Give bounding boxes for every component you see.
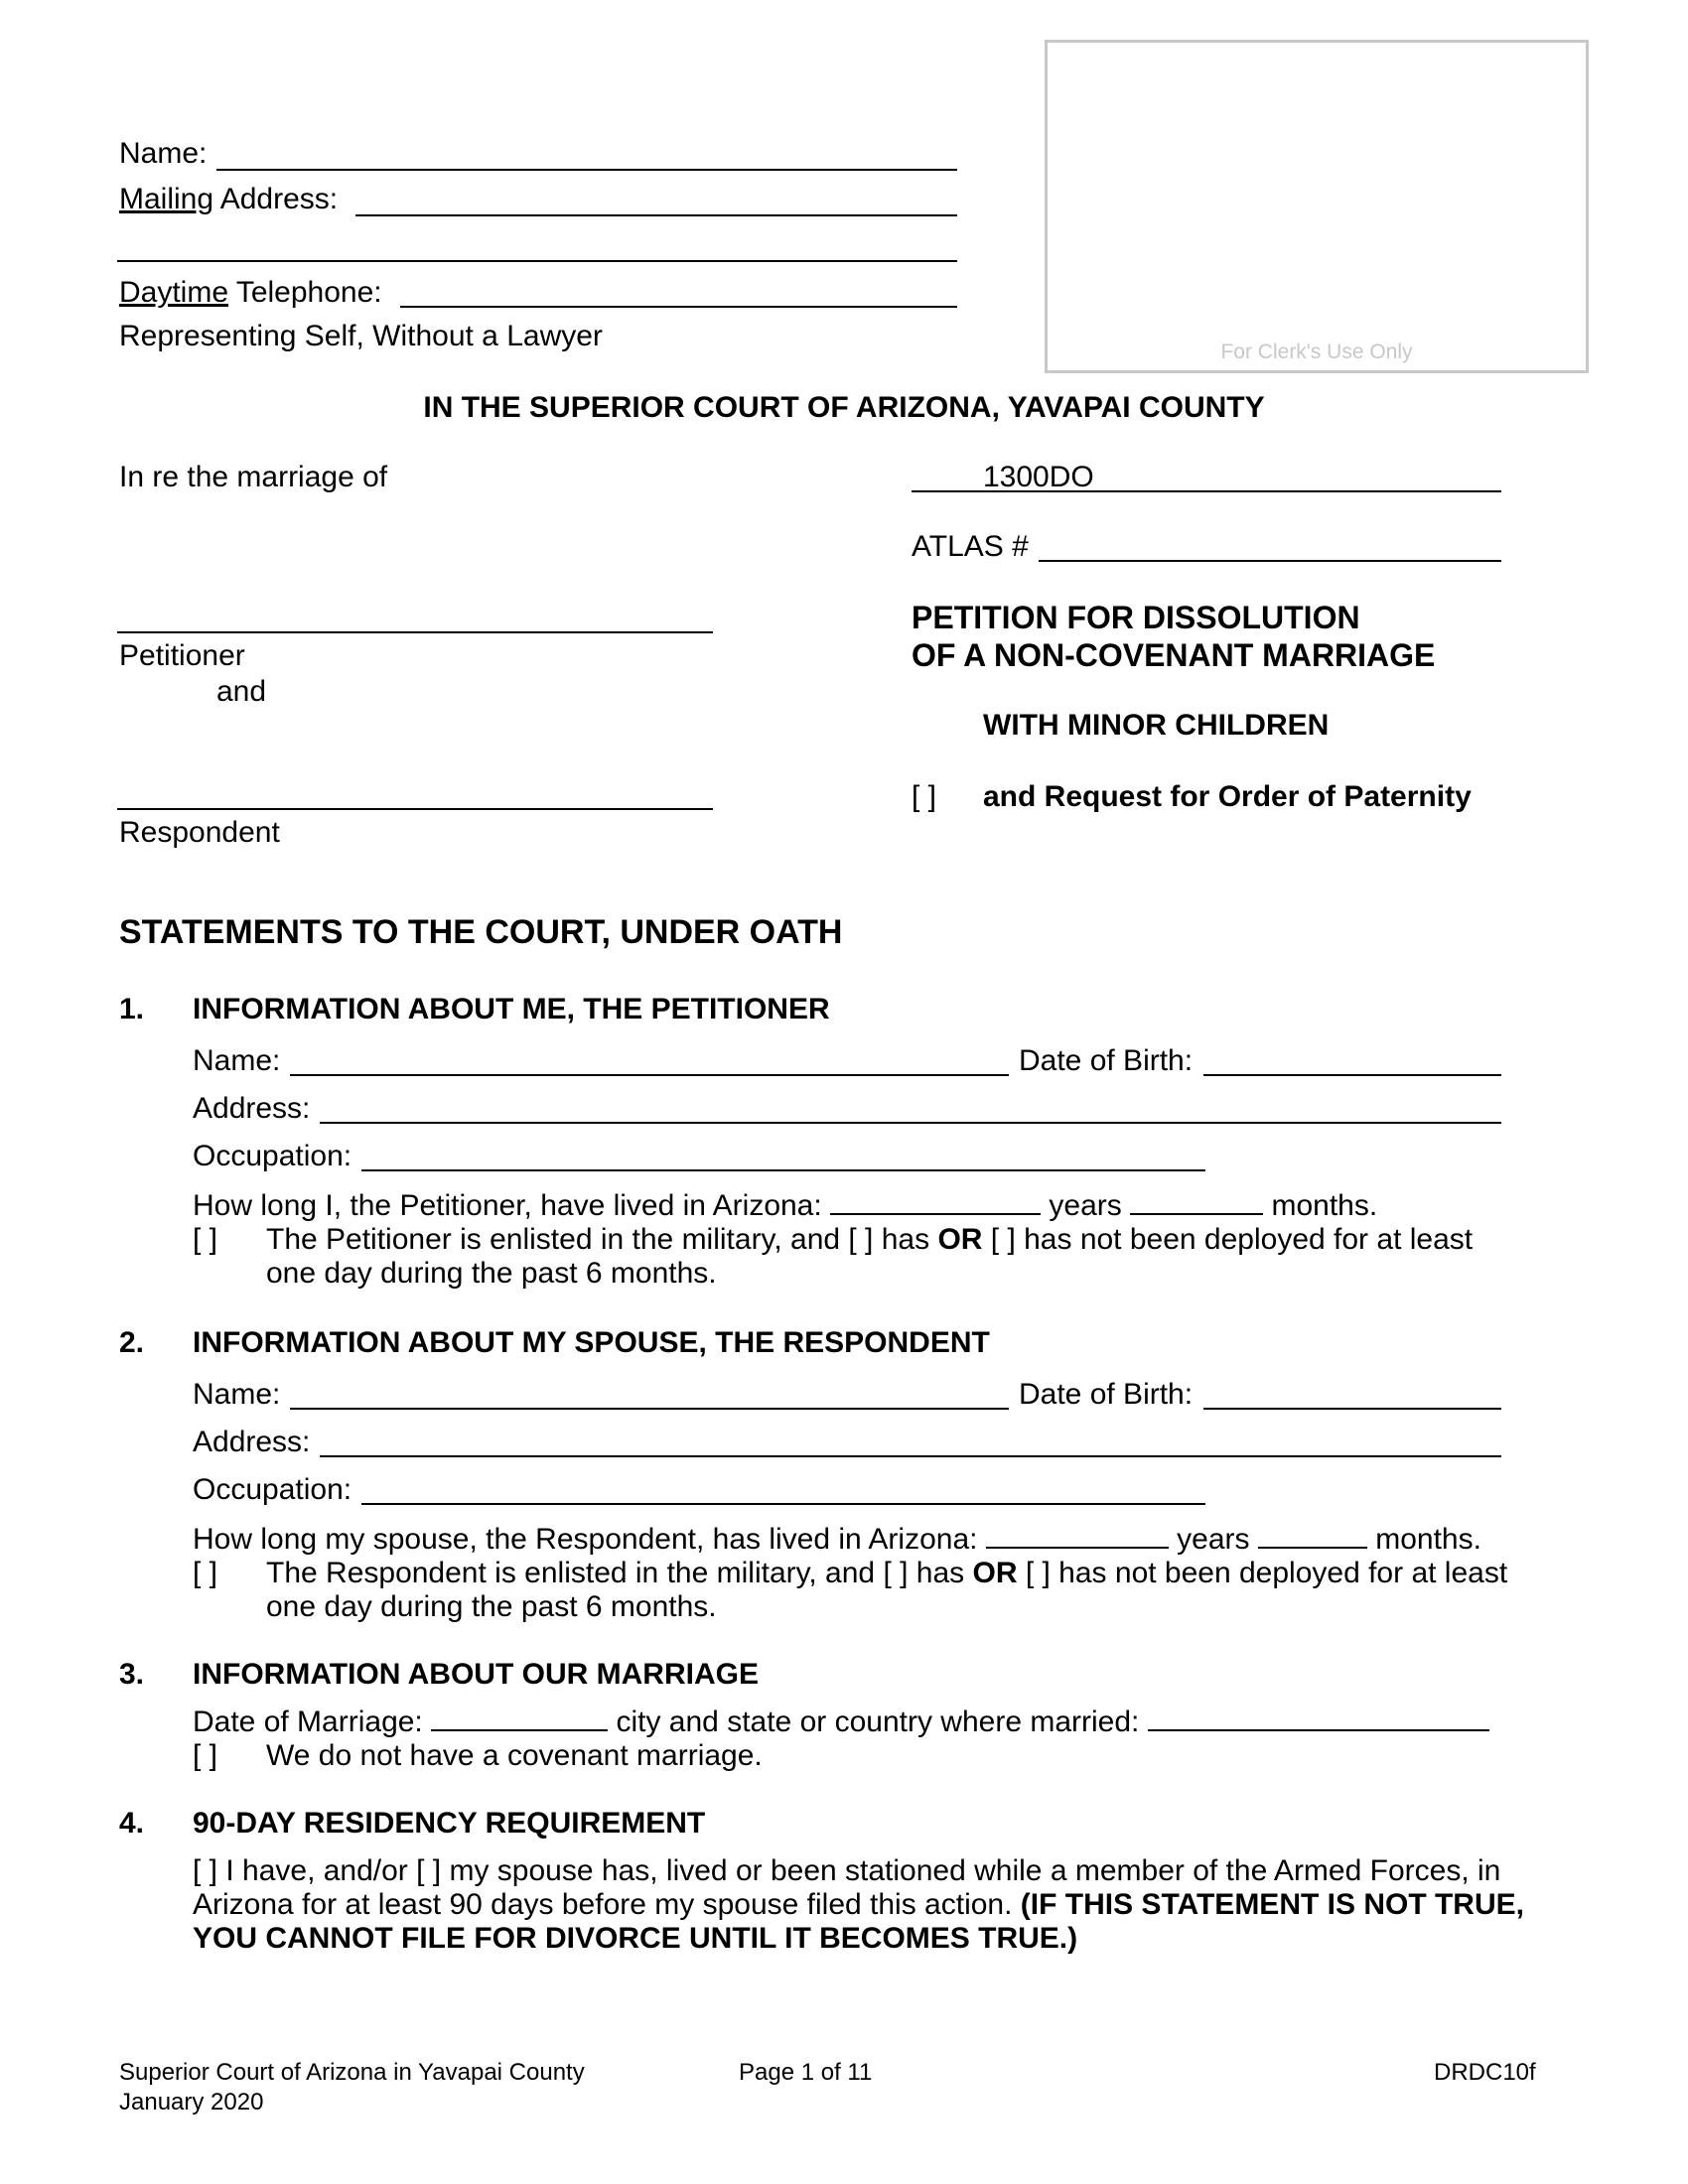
section-4-title: 90-DAY RESIDENCY REQUIREMENT — [193, 1807, 706, 1840]
petitioner-military-b: [ ] has not been deployed for at least — [982, 1223, 1474, 1256]
with-minor-children: WITH MINOR CHILDREN — [983, 709, 1330, 742]
atlas-label: ATLAS # — [912, 530, 1029, 563]
marriage-date-line — [193, 1704, 1489, 1739]
respondent-address-label: Address: — [193, 1426, 311, 1458]
petitioner-months-field[interactable] — [1130, 1187, 1263, 1215]
petitioner-dob-label: Date of Birth: — [1019, 1044, 1194, 1077]
residency-line-2b: (IF THIS STATEMENT IS NOT TRUE, — [1020, 1888, 1524, 1921]
in-re-marriage: In re the marriage of — [119, 461, 388, 493]
marriage-date-field[interactable] — [431, 1704, 608, 1731]
petitioner-military-a: The Petitioner is enlisted in the military, and [ ] has — [266, 1223, 938, 1256]
daytime-word: Daytime — [119, 276, 229, 309]
petitioner-address-field[interactable] — [320, 1122, 1501, 1124]
petitioner-dob-field[interactable] — [1203, 1074, 1501, 1076]
section-2-number: 2. — [119, 1326, 145, 1359]
section-3-title: INFORMATION ABOUT OUR MARRIAGE — [193, 1658, 759, 1691]
respondent-military-or: OR — [972, 1557, 1018, 1589]
court-title: IN THE SUPERIOR COURT OF ARIZONA, YAVAPAI COUNTY — [423, 391, 1265, 424]
footer-page-number: Page 1 of 11 — [739, 2059, 873, 2086]
filer-name-label: Name: — [119, 137, 208, 170]
mailing-word: Mailing — [119, 183, 214, 215]
marriage-place-label: city and state or country where married: — [616, 1706, 1140, 1738]
respondent-name-line[interactable] — [117, 808, 713, 810]
paternity-label: and Request for Order of Paternity — [983, 780, 1472, 813]
respondent-residency-text: How long my spouse, the Respondent, has lived in Arizona: — [193, 1523, 978, 1556]
petitioner-military-checkbox[interactable]: [ ] — [193, 1223, 218, 1256]
filer-phone-line[interactable] — [400, 306, 957, 308]
petitioner-label: Petitioner — [119, 639, 245, 672]
statements-heading: STATEMENTS TO THE COURT, UNDER OATH — [119, 913, 843, 951]
respondent-months-label: months. — [1375, 1523, 1481, 1556]
respondent-label: Respondent — [119, 816, 280, 849]
respondent-name-field-label: Name: — [193, 1378, 281, 1411]
residency-line-2 — [193, 1888, 1524, 1922]
clerk-use-box — [1045, 40, 1589, 373]
respondent-occupation-field[interactable] — [361, 1503, 1205, 1505]
petitioner-residency-text: How long I, the Petitioner, have lived in Arizona: — [193, 1189, 822, 1222]
paternity-checkbox[interactable]: [ ] — [912, 780, 937, 813]
petition-title-2: OF A NON-COVENANT MARRIAGE — [912, 637, 1436, 673]
and-label: and — [216, 675, 267, 708]
footer-court: Superior Court of Arizona in Yavapai County — [119, 2059, 585, 2086]
petitioner-military-text — [266, 1223, 1473, 1257]
petition-title-1: PETITION FOR DISSOLUTION — [912, 600, 1360, 635]
filer-address-line-2[interactable] — [117, 260, 957, 262]
residency-line-3: YOU CANNOT FILE FOR DIVORCE UNTIL IT BECOMES TRUE.) — [193, 1922, 1078, 1955]
respondent-military-b: [ ] has not been deployed for at least — [1017, 1557, 1508, 1589]
petitioner-name-line[interactable] — [117, 631, 713, 633]
clerk-use-label: For Clerk's Use Only — [1220, 341, 1413, 363]
petitioner-military-or: OR — [937, 1223, 983, 1256]
address-word: Address: — [213, 183, 339, 215]
petitioner-military-c: one day during the past 6 months. — [266, 1257, 717, 1290]
respondent-years-label: years — [1177, 1523, 1250, 1556]
section-3-number: 3. — [119, 1658, 145, 1691]
respondent-dob-field[interactable] — [1203, 1408, 1501, 1410]
section-4-number: 4. — [119, 1807, 145, 1840]
covenant-text: We do not have a covenant marriage. — [266, 1739, 763, 1772]
petitioner-years-field[interactable] — [830, 1187, 1041, 1215]
marriage-date-label: Date of Marriage: — [193, 1706, 423, 1738]
covenant-checkbox[interactable]: [ ] — [193, 1739, 218, 1772]
petitioner-occupation-field[interactable] — [361, 1169, 1205, 1171]
petitioner-residency-line — [193, 1187, 1377, 1223]
petitioner-occupation-label: Occupation: — [193, 1140, 352, 1172]
respondent-years-field[interactable] — [986, 1521, 1169, 1549]
petitioner-address-label: Address: — [193, 1092, 311, 1125]
representing-self: Representing Self, Without a Lawyer — [119, 320, 603, 352]
section-2-title: INFORMATION ABOUT MY SPOUSE, THE RESPONDENT — [193, 1326, 990, 1359]
petitioner-months-label: months. — [1271, 1189, 1378, 1222]
respondent-military-text — [266, 1557, 1507, 1590]
filer-address-label — [119, 183, 338, 216]
residency-line-1: [ ] I have, and/or [ ] my spouse has, lived or been stationed while a member of the Armed Forces, in — [193, 1854, 1501, 1887]
respondent-name-field[interactable] — [290, 1408, 1009, 1410]
residency-line-2a: Arizona for at least 90 days before my spouse filed this action. — [193, 1888, 1021, 1921]
filer-phone-label — [119, 276, 382, 310]
respondent-military-a: The Respondent is enlisted in the military, and [ ] has — [266, 1557, 973, 1589]
respondent-address-field[interactable] — [320, 1455, 1501, 1457]
petitioner-years-label: years — [1049, 1189, 1122, 1222]
footer-form-code: DRDC10f — [1434, 2059, 1536, 2086]
case-number: 1300DO — [983, 461, 1094, 493]
petitioner-name-field[interactable] — [290, 1074, 1009, 1076]
respondent-occupation-label: Occupation: — [193, 1473, 352, 1506]
marriage-place-field[interactable] — [1148, 1704, 1489, 1731]
respondent-dob-label: Date of Birth: — [1019, 1378, 1194, 1411]
filer-address-line[interactable] — [355, 214, 957, 216]
filer-name-line[interactable] — [216, 169, 957, 171]
respondent-military-checkbox[interactable]: [ ] — [193, 1557, 218, 1589]
respondent-military-c: one day during the past 6 months. — [266, 1590, 717, 1623]
respondent-residency-line — [193, 1521, 1481, 1557]
petitioner-name-field-label: Name: — [193, 1044, 281, 1077]
telephone-word: Telephone: — [228, 276, 382, 309]
respondent-months-field[interactable] — [1258, 1521, 1367, 1549]
section-1-number: 1. — [119, 993, 145, 1025]
footer-date: January 2020 — [119, 2089, 264, 2116]
atlas-number-line[interactable] — [1039, 560, 1501, 562]
section-1-title: INFORMATION ABOUT ME, THE PETITIONER — [193, 993, 830, 1025]
